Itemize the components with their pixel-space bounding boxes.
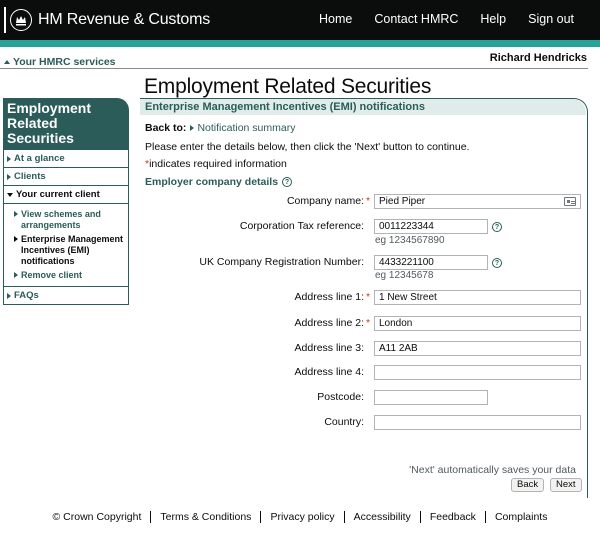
triangle-right-icon [14, 236, 18, 242]
nav-item-faqs[interactable] [3, 287, 129, 305]
header-nav [319, 12, 574, 26]
required-text: indicates required information [149, 158, 287, 170]
triangle-down-icon [7, 193, 13, 197]
required-star: * [366, 291, 371, 303]
company-reg-input[interactable] [374, 255, 488, 270]
sub-item-label: Remove client [21, 270, 83, 280]
address3-label: Address line 3: [294, 342, 364, 354]
required-star: * [366, 317, 371, 329]
section-heading [145, 176, 292, 188]
postcode-label: Postcode: [317, 391, 364, 403]
logo-text: HM Revenue & Customs [38, 11, 211, 28]
address3-input[interactable] [374, 341, 581, 356]
triangle-right-icon [14, 272, 18, 278]
footer-complaints-link[interactable]: Complaints [494, 511, 548, 523]
footer-terms-link[interactable]: Terms & Conditions [160, 511, 252, 523]
user-name: Richard Hendricks [489, 52, 587, 64]
footer-separator [344, 511, 345, 523]
services-label: Your HMRC services [13, 56, 116, 68]
nav-home[interactable]: Home [319, 12, 353, 26]
back-to-label: Back to: [145, 122, 187, 134]
triangle-right-icon [7, 293, 11, 299]
triangle-right-icon [7, 156, 11, 162]
help-icon[interactable]: ? [492, 258, 502, 268]
triangle-right-icon [14, 211, 18, 217]
nav-item-clients[interactable] [3, 168, 129, 186]
nav-item-current-client[interactable] [3, 186, 129, 204]
copyright: © Crown Copyright [52, 511, 142, 523]
address4-label: Address line 4: [294, 366, 364, 378]
nav-item-label: Your current client [16, 189, 100, 200]
required-star: * [366, 195, 371, 207]
postcode-input[interactable] [374, 390, 488, 405]
current-client-submenu [3, 204, 129, 287]
header-stripe [0, 40, 600, 47]
company-reg-hint: eg 12345678 [375, 270, 434, 281]
help-icon[interactable]: ? [282, 177, 292, 187]
address2-label: Address line 2: [294, 317, 364, 329]
nav-sign-out[interactable]: Sign out [528, 12, 574, 26]
triangle-right-icon [190, 125, 194, 131]
company-name-input[interactable] [374, 194, 581, 209]
crown-crest-icon [10, 9, 32, 31]
left-nav [3, 98, 129, 305]
nav-item-label: FAQs [14, 290, 39, 301]
address1-input[interactable] [374, 290, 581, 305]
panel-title: Enterprise Management Incentives (EMI) notifications [145, 101, 425, 113]
nav-item-label: At a glance [14, 153, 65, 164]
site-header [0, 0, 600, 40]
next-button[interactable]: Next [550, 478, 582, 492]
footer-separator [260, 511, 261, 523]
corp-tax-input[interactable] [374, 219, 488, 234]
left-nav-heading: Employment Related Securities [3, 98, 129, 150]
your-hmrc-services-link[interactable] [4, 56, 116, 68]
country-input[interactable] [374, 415, 581, 430]
nav-contact-hmrc[interactable]: Contact HMRC [374, 12, 459, 26]
address2-input[interactable] [374, 316, 581, 331]
instructions: Please enter the details below, then click the 'Next' button to continue. [145, 141, 470, 153]
country-label: Country: [324, 416, 364, 428]
footer-separator [485, 511, 486, 523]
sub-item-view-schemes[interactable] [14, 209, 125, 231]
required-info-note [145, 158, 287, 170]
sub-item-emi-notifications[interactable] [14, 234, 125, 267]
corp-tax-label: Corporation Tax reference: [239, 220, 364, 232]
corp-tax-hint: eg 1234567890 [375, 235, 445, 246]
address1-label: Address line 1: [294, 291, 364, 303]
required-star: * [145, 158, 150, 170]
nav-item-label: Clients [14, 171, 46, 182]
divider [0, 68, 588, 69]
footer-feedback-link[interactable]: Feedback [429, 511, 476, 523]
triangle-right-icon [7, 174, 11, 180]
section-heading-label: Employer company details [145, 176, 279, 188]
page-title: Employment Related Securities [144, 75, 432, 98]
sub-item-label: View schemes and arrangements [21, 209, 101, 230]
back-to [145, 122, 295, 134]
link-label: Notification summary [197, 122, 296, 134]
help-icon[interactable]: ? [492, 222, 502, 232]
footer [0, 511, 600, 523]
triangle-up-icon [4, 60, 10, 64]
nav-help[interactable]: Help [480, 12, 507, 26]
footer-separator [150, 511, 151, 523]
logo-bar [4, 7, 6, 33]
back-button[interactable]: Back [511, 478, 544, 492]
address4-input[interactable] [374, 365, 581, 380]
company-name-label: Company name: [286, 195, 364, 207]
nav-item-at-a-glance[interactable] [3, 150, 129, 168]
sub-item-remove-client[interactable] [14, 270, 125, 281]
footer-privacy-link[interactable]: Privacy policy [270, 511, 335, 523]
notification-summary-link[interactable] [190, 122, 295, 134]
footer-separator [420, 511, 421, 523]
contact-card-icon[interactable] [564, 197, 576, 206]
sub-item-label: Enterprise Management Incentives (EMI) notifications [21, 234, 124, 266]
hmrc-logo[interactable] [4, 6, 210, 34]
autosave-note: 'Next' automatically saves your data [409, 464, 576, 476]
footer-accessibility-link[interactable]: Accessibility [353, 511, 411, 523]
company-reg-label: UK Company Registration Number: [199, 256, 364, 268]
